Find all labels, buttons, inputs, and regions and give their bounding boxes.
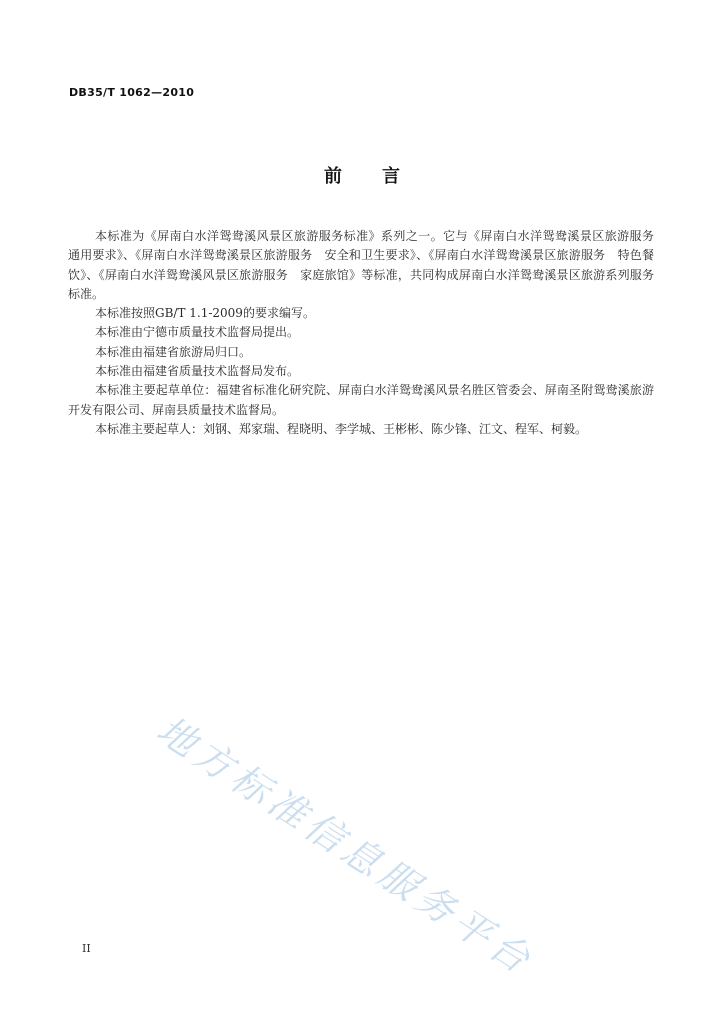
paragraph-drafters: 本标准主要起草人：刘钢、郑家瑞、程晓明、李学城、王彬彬、陈少锋、江文、程军、柯毅。 xyxy=(95,421,588,436)
page-title xyxy=(0,162,724,188)
standard-code: DB35/T 1062—2010 xyxy=(69,86,195,99)
paragraph-issued-by: 本标准由福建省质量技术监督局发布。 xyxy=(95,364,300,379)
paragraph-centralized-by: 本标准由福建省旅游局归口。 xyxy=(95,344,252,359)
page-number: II xyxy=(82,942,91,955)
foreword-body xyxy=(68,227,667,439)
title-part-1: 前 xyxy=(324,166,342,187)
watermark: 地方标准信息服务平台 xyxy=(149,707,543,985)
title-part-2: 言 xyxy=(382,166,400,187)
paragraph-drafting-rules: 本标准按照GB/T 1.1-2009的要求编写。 xyxy=(95,306,315,321)
paragraph-series-intro: 本标准为《屏南白水洋鸳鸯溪风景区旅游服务标准》系列之一。它与《屏南白水洋鸳鸯溪景区旅游服务 通用要求》、《屏南白水洋鸳鸯溪景区旅游服务 安全和卫生要求》、《屏南白水洋鸳鸯溪景区旅游服务 特色餐饮》、《屏南白水洋鸳鸯溪风景区旅游服务 家庭旅馆》等标准，共同构成屏南白水洋鸳鸯溪景区旅游系列服务标准。 xyxy=(68,229,667,301)
paragraph-drafting-units: 本标准主要起草单位：福建省标准化研究院、屏南白水洋鸳鸯溪风景名胜区管委会、屏南圣附鸳鸯溪旅游开发有限公司、屏南县质量技术监督局。 xyxy=(68,383,654,417)
paragraph-proposer: 本标准由宁德市质量技术监督局提出。 xyxy=(95,325,300,340)
